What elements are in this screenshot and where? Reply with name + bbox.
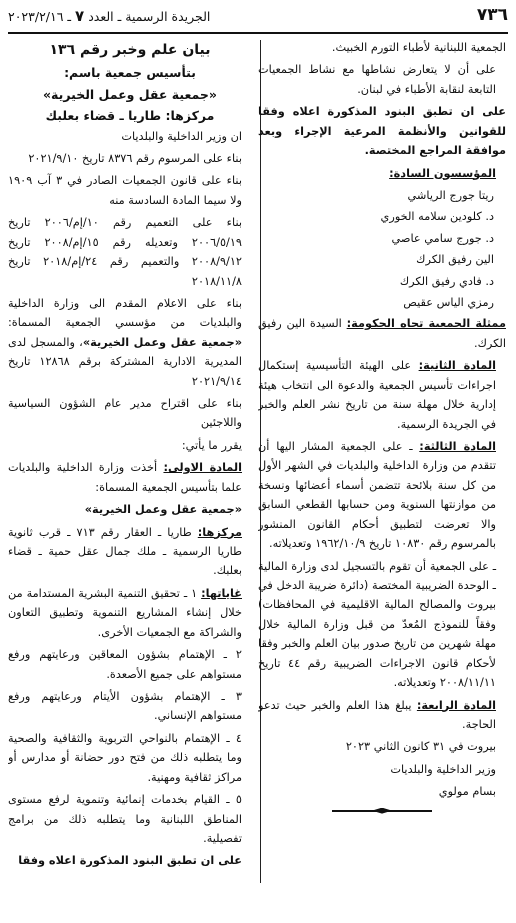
right-column [258,38,506,917]
founders-label: المؤسسون السادة: [389,166,496,180]
goal-4: ٤ ـ الإهتمام بالنواحي التربوية والثقافية والصحية وما يتطلبه ذلك من فتح دور حضانة أو مدارس أو مراكز ثقافية ومهنية. [8,731,242,784]
text-l1: ان وزير الداخلية والبلديات [121,129,242,143]
founder-item: د. فادي رفيق الكرك [399,274,494,288]
goal-2: ٢ ـ الإهتمام بشؤون المعاقين ورعايتهم ورفع مستواهم على جميع الأصعدة. [8,648,242,681]
founder-item: د. جورج سامي عاصي [391,231,494,245]
rep-label: ممثلة الجمعية تجاه الحكومة: [346,317,506,331]
art1-label: المادة الاولى: [163,461,242,475]
text-l3: بناء على قانون الجمعيات الصادر في ٣ آب ١٩٠٩ ولا سيما المادة السادسة منه [8,174,242,207]
art2-label: المادة الثانية: [418,359,496,373]
headquarters [8,523,252,581]
date-line: بيروت في ٣١ كانون الثاني ٢٠٢٣ [345,740,496,754]
l5-text-c: ، والمسجل لدى المديرية الادارية المشتركة برقم ١٢٨٦٨ تاريخ ٢٠٢١/٩/١٤ [8,335,243,388]
article-4 [258,696,506,735]
article-3-tax: ـ على الجمعية أن تقوم بالتسجيل لدى وزارة المالية ـ الوحدة الضريبية المختصة (دائرة ضريبة الدخل في بيروت والمصالح المالية الاقليمية في المحافظات) وفقاً للنموذج المُعدّ من قبل وزارة المالية خلال مهلة شهرين من تاريخ صدور بيان العلم والخبر وفقا لأحكام قانون الاجراءات الضريبية رقم ٤٤ تاريخ ٢٠٠٨/١١/١١ وتعديلاته. [258,559,496,690]
text-p3: على ان تطبق البنود المذكورة اعلاه وفقا للقوانين والأنظمة المرعية الإجراء وبعد موافقة المراجع المختصة. [258,105,506,158]
text-p1: الجمعية اللبنانية لأطباء التورم الخبيث. [331,41,506,54]
text-p2: على أن لا يتعارض نشاطها مع نشاط الجمعيات التابعة لنقابة الأطباء في لبنان. [258,63,496,96]
art3-text: ـ على الجمعية المشار اليها أن تتقدم من وزارة الداخلية والبلديات في الشهر الأول من كل سنة بلائحة تتضمن أسماء أعضائها ونسخة من موازنتها السنوية ومن حسابها القطعي السابق والا تعرضت لتطبيق أحكام القانون المنشور بالمرسوم رقم ١٠٨٣٠ تاريخ ١٩٦٢/١٠/٩ وتعديلاته. [258,440,496,551]
art2-text: على الهيئة التأسيسية إستكمال اجراءات تأسيس الجمعية والدعوة الى انتخاب هيئة إدارية خلال مهلة سنة من تاريخ نشر العلم والخبر في الجريدة الرسمية. [258,359,496,431]
goal-3: ٣ ـ الإهتمام بشؤون الأيتام ورعايتهم ورفع مستواهم الإنساني. [8,689,242,723]
article-2 [258,356,506,434]
hq-text: طاريا ـ العقار رقم ٧١٣ ـ قرب ثانوية طاريا الرسمية ـ ملك جمال عقل حمية ـ قضاء بعلبك. [8,525,242,578]
text-l2: بناء على المرسوم رقم ٨٣٧٦ تاريخ ٢٠٢١/٩/١٠ [28,152,242,165]
page-header [8,4,508,34]
goal-1 [8,584,252,642]
decides-label: يقرر ما يأتي: [181,438,242,452]
end-ornament [332,808,432,814]
publication-title [8,4,210,30]
founder-item: الين رفيق الكرك [416,253,494,267]
left-column [8,38,252,917]
founder-item: ريتا جورج الرياشي [407,188,494,202]
rep-text: السيدة الين رفيق الكرك. [258,317,506,350]
goal-1-text: ١ ـ تحقيق التنمية البشرية المستدامة من خلال إنشاء المشاريع التنموية وتطبيق التعاون والشراكة مع الجمعيات الأخرى. [8,586,242,639]
government-representative [258,314,506,353]
association-name: «جمعية عقل وعمل الخيرية» [42,86,217,102]
goals-label: غاياتها: [201,586,242,600]
announcement-subtitle: بتأسيس جمعية باسم: [64,65,196,81]
art4-text: يبلغ هذا العلم والخبر حيث تدعو الحاجة. [258,698,496,731]
l5-assoc-name: «جمعية عقل وعمل الخيرية» [82,335,242,349]
issue-number: ٧ [75,7,85,26]
closing-line: على ان تطبق البنود المذكورة اعلاه وفقا [18,854,242,868]
art4-label: المادة الرابعة: [416,698,496,712]
article-3 [258,437,506,554]
founder-item: رمزي الياس عقيص [403,296,494,310]
art1-text: أخذت وزارة الداخلية والبلديات علما بتأسيس الجمعية المسماة: [8,461,242,494]
association-hq: مركزها: طاريا ـ قضاء بعلبك [45,108,215,124]
minister-name: بسام مولوي [438,785,496,799]
article-1 [8,458,252,497]
text-l4: بناء على التعميم رقم ١٠/إم/٢٠٠٦ تاريخ ٢٠٠٦/٥/١٩ وتعديله رقم ١٥/إم/٢٠٠٨ تاريخ ٢٠٠٨/٩/١٢ والتعميم رقم ٢٤/إم/٢٠١٨ تاريخ ٢٠١٨/١١/٨ [8,216,242,288]
founder-item: د. كلودين سلامه الخوري [380,210,494,224]
text-l6: بناء على اقتراح مدير عام الشؤون السياسية واللاجئين [8,397,242,430]
publication-name: الجريدة الرسمية ـ العدد [88,9,211,25]
minister-title: وزير الداخلية والبلديات [390,762,496,776]
page-number: ٧٣٦ [476,4,508,25]
founders-list [258,186,506,313]
text-l5 [8,294,252,391]
announcement-title: بيان علم وخبر رقم ١٣٦ [49,42,211,58]
association-name-2: «جمعية عقل وعمل الخيرية» [84,503,242,517]
goal-5: ٥ ـ القيام بخدمات إنمائية وتنموية لرفع مستوى المناطق اللبنانية وما يتطلبه ذلك من برامج تفصيلية. [8,793,242,845]
hq-label: مركزها: [197,525,242,539]
issue-date: ـ ٢٠٢٣/٢/١٦ [8,9,72,25]
art3-label: المادة الثالثة: [419,440,496,454]
l5-text-a: بناء على الاعلام المقدم الى وزارة الداخلية والبلديات من مؤسسي الجمعية المسماة: [8,296,242,330]
